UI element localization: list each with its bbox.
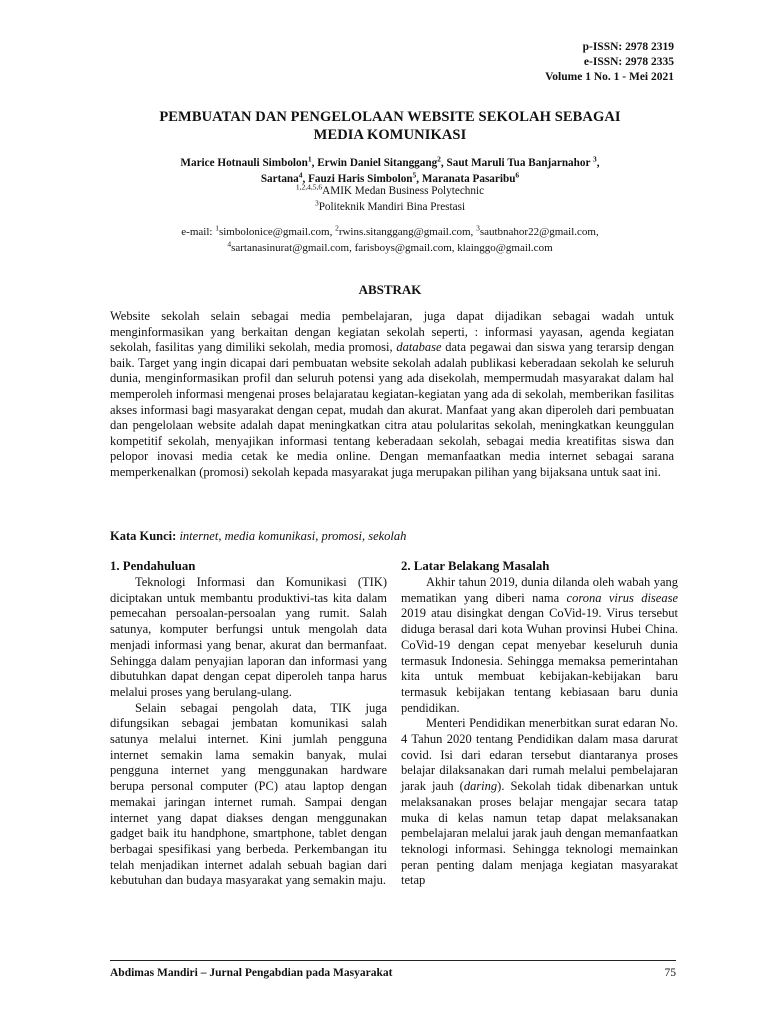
email-sup: 2	[335, 223, 339, 233]
keywords	[110, 528, 674, 544]
keywords-label: Kata Kunci:	[110, 529, 177, 543]
paragraph-text: 2019 atau disingkat dengan CoVid-19. Virus tersebut diduga berasal dari kota Wuhan provinsi Hubei China. CoVid-19 dengan cepat menyebar keseluruh dunia termasuk Indonesia. Sehingga memaksa pemerintahan kita untuk membuat kebijakan-kebijakan baru termasuk kebijakan tentang kebiasaan baru dunia pendidikan.	[401, 606, 678, 715]
affiliations	[110, 183, 670, 215]
p-issn: p-ISSN: 2978 2319	[582, 41, 674, 53]
email-address: sartanasinurat@gmail.com, farisboys@gmail.com, klainggo@gmail.com	[231, 242, 553, 254]
author-sup: 1	[307, 154, 312, 164]
footer-divider	[110, 960, 676, 961]
affiliation-sup: 1,2,4,5,6	[295, 182, 323, 192]
author-name: , Saut Maruli Tua Banjarnahor	[440, 157, 594, 169]
abstract-heading: ABSTRAK	[358, 282, 422, 297]
paper-title	[110, 108, 670, 144]
email-sup: 4	[227, 239, 232, 249]
author-sup: 5	[412, 170, 417, 180]
journal-header	[545, 40, 674, 85]
section-heading-pendahuluan: 1. Pendahuluan	[110, 559, 196, 573]
author-sup: 4	[298, 170, 303, 180]
affiliation-1	[110, 183, 670, 199]
paragraph-text: Menteri Pendidikan menerbitkan surat edaran No. 4 Tahun 2020 tentang Pendidikan dalam masa darurat covid. Isi dari edaran tersebut diantaranya proses belajar dilaksanakan dari rumah melalui pembelajaran jarak jauh (	[401, 716, 678, 794]
title-line-1: PEMBUATAN DAN PENGELOLAAN WEBSITE SEKOLAH SEBAGAI	[159, 109, 621, 125]
page-number: 75	[664, 967, 676, 979]
email-list	[110, 224, 670, 256]
author-name: , Maranata Pasaribu	[416, 173, 516, 185]
author-sup: 6	[515, 170, 520, 180]
affiliation-sup: 3	[314, 198, 319, 208]
abstract-text: Website sekolah selain sebagai media pembelajaran, juga dapat dijadikan sebagai wadah untuk menginformasikan yang berkaitan dengan kegiatan sekolah seperti, : informasi yayasan, agenda kegiatan sekolah, fasilitas yang dimiliki sekolah, media promosi,	[110, 309, 674, 355]
keywords-value: internet, media komunikasi, promosi, sekolah	[176, 529, 407, 543]
affiliation-2	[110, 199, 670, 215]
paragraph: Teknologi Informasi dan Komunikasi (TIK) diciptakan untuk membantu produktivi-tas kita dalam pemecahan persoalan-persoalan yang rumit. Salah satunya, komputer berfungsi untuk mengolah data menjadi informasi yang benar, akurat dan bermanfaat. Sehingga dalam penyajian laporan dan informasi yang dibutuhkan dapat dengan cepat diperoleh tanpa harus melalui proses yang berulang-ulang.	[110, 575, 387, 699]
author-separator: ,	[596, 157, 600, 169]
author-name: Sartana	[260, 173, 299, 185]
abstract-body	[110, 309, 674, 481]
abstract-text: data pegawai dan siswa yang terarsip dengan baik. Target yang ingin dicapai dari pembuatan website sekolah adalah publikasi keberadaan sekolah ke seluruh dunia, menginformasikan profil dan seluruh potensi yang ada disekolah, mempermudah masyarakat dalam hal memperoleh informasi mengenai proses belajaratau kegiatan-kegiatan yang ada di sekolah, memberikan fasilitas akses informasi bagi masyarakat dengan cepat, mudah dan akurat. Manfaat yang akan diperoleh dari pembuatan dan pengelolaan website adalah dapat meningkatkan citra atau polularitas sekolah, meningkatkan keunggulan kompetitif sekolah, menyajikan informasi tentang keberadaan sekolah, sebagai media kreatifitas siswa dan pelopor inovasi media cetak ke media online. Dengan memanfaatkan media internet sebagai sarana memperkenalkan (promosi) sekolah kepada masyarakat juga merupakan pilihan yang bijaksana untuk saat ini.	[110, 340, 674, 479]
abstract-italic-term: database	[396, 340, 442, 355]
email-address: rwins.sitanggang@gmail.com,	[338, 226, 477, 238]
email-line-2	[110, 240, 670, 256]
email-address: simbolonice@gmail.com,	[218, 226, 336, 238]
paragraph-italic: daring	[463, 779, 498, 794]
volume-info: Volume 1 No. 1 - Mei 2021	[545, 71, 674, 83]
e-issn: e-ISSN: 2978 2335	[583, 56, 674, 68]
paragraph-text: Akhir tahun 2019, dunia dilanda oleh wabah yang mematikan yang diberi nama	[401, 575, 678, 605]
email-address: sautbnahor22@gmail.com,	[479, 226, 599, 238]
title-line-2: MEDIA KOMUNIKASI	[313, 127, 467, 143]
email-line-1	[110, 224, 670, 240]
paragraph: Selain sebagai pengolah data, TIK juga difungsikan sebagai jembatan komunikasi salah satunya melalui internet. Kini jumlah pengguna internet semakin lama semakin banyak, mulai pengguna internet yang menggunakan hardware berupa personal computer (PC) atau laptop dengan memakai jaringan internet rumah. Sampai dengan internet yang dapat diakses dengan menggunakan gadget baik itu handphone, smartphone, tablet dengan berbagai spesifikasi yang berbeda. Perkembangan itu telah menjadikan internet adalah sebuah bagian dari kebutuhan dan budaya masyarakat yang semakin maju.	[110, 700, 387, 888]
author-sup: 2	[437, 154, 441, 164]
email-sup: 3	[476, 223, 480, 233]
author-name: Marice Hotnauli Simbolon	[180, 157, 308, 169]
author-name: , Erwin Daniel Sitanggang	[311, 157, 438, 169]
paragraph	[401, 575, 678, 716]
paragraph	[401, 716, 678, 889]
affiliation-name: Politeknik Mandiri Bina Prestasi	[318, 201, 466, 213]
paragraph-text: ). Sekolah tidak dibenarkan untuk melaksanakan proses belajar mengajar secara tatap muka di kelas namun tetap dapat melaksanakan pembelajaran melalui jarak jauh dengan memanfaatkan teknologi informasi. Sehingga teknologi memainkan peran penting dalam menjaga kegiatan masyarakat tetap	[401, 779, 678, 888]
author-sup: 3	[593, 154, 597, 164]
affiliation-name: AMIK Medan Business Polytechnic	[322, 185, 485, 197]
footer-journal-name: Abdimas Mandiri – Jurnal Pengabdian pada Masyarakat	[110, 967, 393, 979]
email-sup: 1	[215, 223, 219, 233]
authors-line-1	[110, 155, 670, 171]
column-right	[401, 558, 678, 889]
column-left	[110, 558, 387, 889]
section-heading-latar-belakang: 2. Latar Belakang Masalah	[401, 559, 550, 573]
author-name: , Fauzi Haris Simbolon	[302, 173, 413, 185]
paragraph-italic: corona virus disease	[566, 590, 679, 605]
email-prefix: e-mail:	[181, 226, 216, 238]
